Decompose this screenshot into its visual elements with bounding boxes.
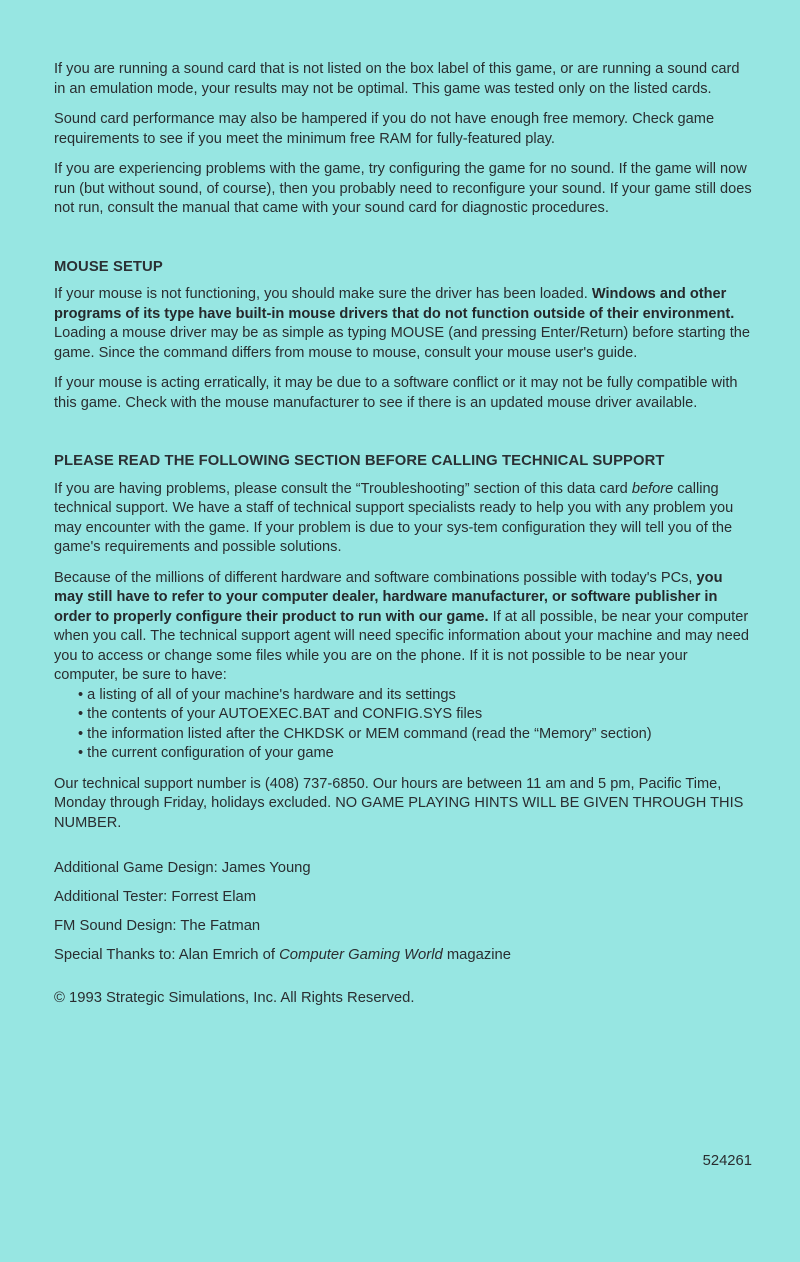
mouse-paragraph-2: If your mouse is acting erratically, it may be due to a software conflict or it may not be fully compatible with this game. Check with the mouse manufacturer to see if there is an updated mouse driver available. <box>54 375 738 411</box>
mouse-p1-text-a: If your mouse is not functioning, you should make sure the driver has been loaded. <box>54 286 592 302</box>
checklist-item: • the contents of your AUTOEXEC.BAT and CONFIG.SYS files <box>78 705 754 725</box>
credits-section <box>54 859 754 965</box>
mouse-setup-heading: MOUSE SETUP <box>54 258 163 275</box>
page-content <box>54 60 754 1009</box>
support-paragraph-1 <box>54 480 754 558</box>
tech-support-heading: PLEASE READ THE FOLLOWING SECTION BEFORE CALLING TECHNICAL SUPPORT <box>54 453 665 469</box>
support-p2-text-a: Because of the millions of different hardware and software combinations possible with today's PCs, <box>54 569 697 586</box>
thanks-magazine-title: Computer Gaming World <box>279 947 443 963</box>
copyright-notice: © 1993 Strategic Simulations, Inc. All Rights Reserved. <box>54 990 415 1006</box>
mouse-paragraph-1 <box>54 285 754 363</box>
credit-game-design: Additional Game Design: James Young <box>54 860 311 876</box>
checklist-item: • the information listed after the CHKDSK or MEM command (read the “Memory” section) <box>78 725 754 745</box>
sound-paragraph-2: Sound card performance may also be hampered if you do not have enough free memory. Check game requirements to see if you meet the minimum free RAM for fully-featured play. <box>54 111 715 147</box>
support-checklist <box>54 686 754 764</box>
section-gap <box>54 424 754 452</box>
sound-section <box>54 60 754 219</box>
support-p2-text-b: If at all possible, be near your computer when you call. The technical support agent will need specific information about your machine and may need you to access or change some files while you are on the phone. If it is not possible to be near your computer, be sure to have: <box>54 608 749 683</box>
part-number: 524261 <box>702 1153 752 1169</box>
tech-support-section <box>54 452 754 833</box>
support-paragraph-2 <box>54 569 754 686</box>
sound-paragraph-3: If you are experiencing problems with the game, try configuring the game for no sound. If the game will now run (but without sound, of course), then you probably need to reconfigure your sound. If your game still does not run, consult the manual that came with your sound card for diagnostic procedures. <box>54 161 752 216</box>
thanks-text-b: magazine <box>442 947 512 963</box>
support-paragraph-3: Our technical support number is (408) 737-6850. Our hours are between 11 am and 5 pm, Pacific Time, Monday through Friday, holidays excluded. NO GAME PLAYING HINTS WILL BE GIVEN THROUGH THIS NUMBER. <box>54 775 744 831</box>
credit-special-thanks <box>54 946 754 965</box>
mouse-setup-section <box>54 258 754 414</box>
thanks-text-a: Special Thanks to: Alan Emrich of <box>54 947 280 963</box>
mouse-p1-bold: Windows and other programs of its type have built-in mouse drivers that do not function outside of their environment. <box>54 286 735 322</box>
mouse-p1-text-b: Loading a mouse driver may be as simple as typing MOUSE (and pressing Enter/Return) before starting the game. Since the command differs from mouse to mouse, consult your mouse user's guide. <box>54 325 750 361</box>
support-p2-bold: you may still have to refer to your computer dealer, hardware manufacturer, or software publisher in order to properly configure their product to run with our game. <box>54 569 723 625</box>
checklist-item: • the current configuration of your game <box>78 744 754 764</box>
credit-tester: Additional Tester: Forrest Elam <box>54 889 257 905</box>
support-p1-text-a: If you are having problems, please consult the “Troubleshooting” section of this data card <box>54 480 632 497</box>
support-p1-text-b: calling technical support. We have a staff of technical support specialists ready to help you with any problem you may encounter with the game. If your problem is due to your sys-tem configuration they will tell you of the game's requirements and possible solutions. <box>54 480 734 555</box>
checklist-item: • a listing of all of your machine's hardware and its settings <box>78 686 754 706</box>
credit-fm-sound: FM Sound Design: The Fatman <box>54 918 261 934</box>
section-gap <box>54 230 754 258</box>
support-p1-italic: before <box>631 480 674 497</box>
sound-paragraph-1: If you are running a sound card that is not listed on the box label of this game, or are running a sound card in an emulation mode, your results may not be optimal. This game was tested only on the listed cards. <box>54 61 740 97</box>
